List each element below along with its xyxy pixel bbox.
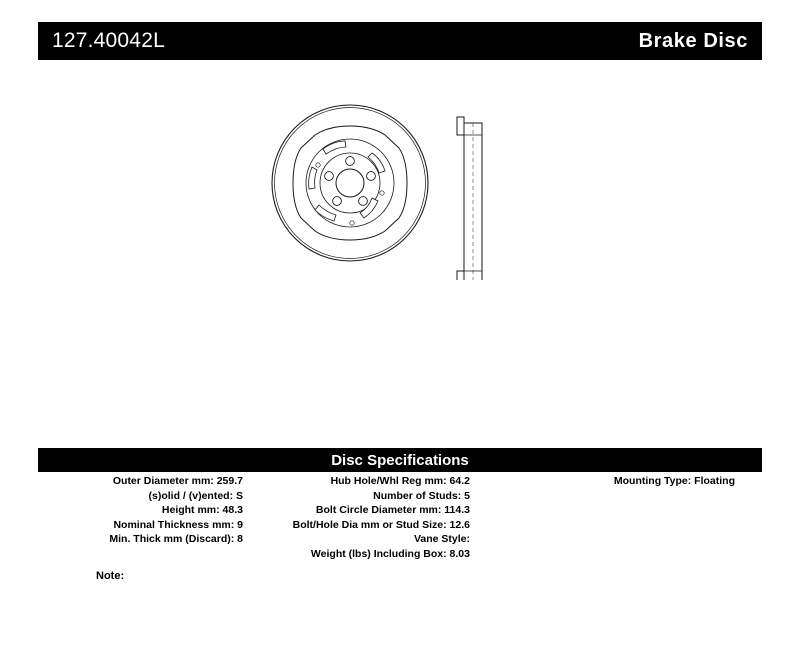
spec-column-right xyxy=(472,474,762,489)
rotor-face-view xyxy=(272,105,428,261)
spec-item: Bolt/Hole Dia mm or Stud Size: 12.6 xyxy=(292,518,470,531)
spec-table-title: Disc Specifications xyxy=(38,448,762,472)
spec-item: Height mm: 48.3 xyxy=(161,504,243,517)
spec-item: Weight (lbs) Including Box: 8.03 xyxy=(310,547,470,560)
spec-item: Mounting Type: Floating xyxy=(613,475,735,487)
spec-item: Bolt Circle Diameter mm: 114.3 xyxy=(315,504,470,517)
spec-table-body xyxy=(38,474,762,562)
spec-item: Vane Style: xyxy=(413,533,470,546)
spec-item: Hub Hole/Whl Reg mm: 64.2 xyxy=(330,475,470,487)
spec-column-left xyxy=(38,474,245,547)
spec-item: (s)olid / (v)ented: S xyxy=(148,489,243,502)
rotor-edge-view xyxy=(457,117,482,280)
product-type: Brake Disc xyxy=(638,29,748,52)
part-number: 127.40042L xyxy=(52,29,165,52)
spec-item: Nominal Thickness mm: 9 xyxy=(113,518,243,531)
spec-item: Outer Diameter mm: 259.7 xyxy=(112,475,243,487)
rotor-drawing-svg xyxy=(260,95,550,280)
spec-column-middle xyxy=(245,474,472,562)
spec-item: Min. Thick mm (Discard): 8 xyxy=(109,533,243,546)
spec-item: Number of Studs: 5 xyxy=(373,489,470,502)
header-bar xyxy=(38,22,762,60)
product-drawing xyxy=(260,95,550,280)
note-label: Note: xyxy=(96,570,125,582)
